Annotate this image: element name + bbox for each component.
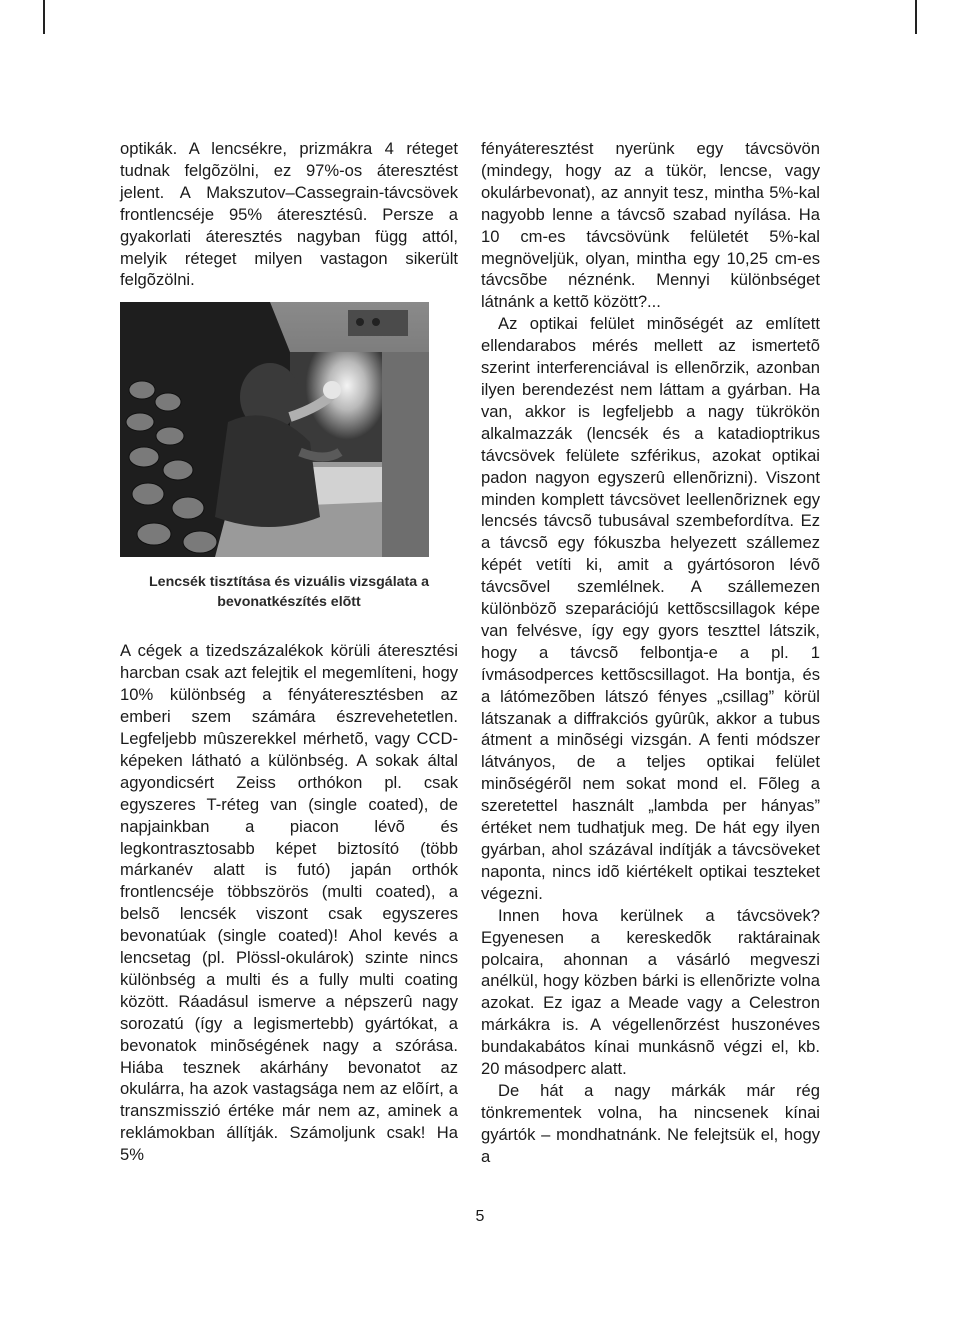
photo-caption [120, 572, 458, 612]
right-paragraph-3: Innen hova kerülnek a távcsövek? Egyenesen a kereskedõk raktárainak polcaira, ahonnan a vásárló megveszi anélkül, hogy közben bárki is ellenõrizte volna azokat. Ez igaz a Meade vagy a Celestron márkákra is. A végellenõrzést huszonéves bundakabátos kínai munkásnõ végzi el, kb. 20 másodperc alatt. [481, 905, 820, 1079]
left-paragraph-1: optikák. A lencsékre, prizmákra 4 réteget tudnak felgõzölni, ez 97%-os áteresztést jelent. A Makszutov–Cassegrain-távcsövek frontlencséje 95% áteresztésû. Persze a gyakorlati áteresztés nagyban függ attól, melyik réteget milyen vastagon sikerült felgõzölni. [120, 139, 458, 290]
crop-mark-top-right [915, 0, 917, 34]
right-paragraph-2: Az optikai felület minõségét az említett ellendarabos mérés mellett az ismertetõ szerint interferenciával is ellenõrzik, azonban ilyen berendezést nem láttam a gyárban. Ha van, akkor is legfeljebb a nagy tükrökön alkalmazzák (lencsék és a katadioptrikus távcsövek felülete szférikus, azokat optikai padon nagyon egyszerû ellenõrizni). Viszont minden komplett távcsövet leellenõriznek egy lencsés távcsõ tubusával szembefordítva. Ez a távcsõ egy fókuszba helyezett szállemez képét vetíti ki, amit a gyártósoron lévõ távcsõvel szemlélnek. A szállemezen különbözõ szeparációjú kettõscsillagok képe van felvésve, így egy gyors teszttel látszik, hogy a távcsõ felbontja-e a pl. 1 ívmásodperces kettõscsillagot. Ha bontja, és a látómezõben látszó fényes „csillag” körül látszanak a diffrakciós gyûrûk, akkor a tubus átment a minõségi vizsgán. A fenti módszer látványos, de a teljes optikai felület minõségérõl nem sokat mond el. Fõleg a szeretettel használt „lambda per hányas” értéket nem tudhatjuk meg. De hát egy ilyen gyárban, ahol százával indítják a távcsöveket naponta, nincs idõ kiértékelt optikai teszteket végezni. [481, 314, 820, 903]
right-paragraph-4: De hát a nagy márkák már rég tönkrementek volna, ha nincsenek kínai gyártók – mondhatnánk. Ne felejtsük el, hogy a [481, 1080, 820, 1166]
left-column [120, 138, 458, 1166]
caption-line-2: bevonatkészítés elõtt [217, 594, 361, 611]
page-number: 5 [475, 1208, 485, 1225]
right-paragraph-1: fényáteresztést nyerünk egy távcsövön (mindegy, hogy az a tükör, lencse, vagy okulárbevonat), az annyit tesz, mintha 5%-kal nagyobb lenne a távcsõ szabad nyílása. Ha 10 cm-es távcsövünk felületét 5%-kal megnöveljük, olyan, mintha egy 10,25 cm-es távcsõbe néznénk. Mennyi különbséget látnánk a kettõ között?... [481, 139, 820, 312]
crop-mark-top-left [43, 0, 45, 34]
photo-illustration [120, 302, 429, 557]
left-paragraph-2: A cégek a tizedszázalékok körüli áteresztési harcban csak azt felejtik el megemlíteni, hogy 10% különbség a fényáteresztésben az emberi szem számára észrevehetetlen. Legfeljebb mûszerekkel mérhetõ, vagy CCD-képeken látható a különbség. A sokak által agyondicsért Zeiss orthókon pl. csak egyszeres T-réteg van (single coated), de napjainkban a piacon lévõ és legkontrasztosabb képet biztosító (több márkanév alatt is futó) japán orthók frontlencséje többszörös (multi coated), a belsõ lencsék viszont csak egyszeres bevonatúak (single coated)! Ahol kevés a lencsetag (pl. Plössl-okulárok) szinte nincs különbség a multi és a fully multi coating között. Ráadásul ismerve a népszerû nagy sorozatú (így a legismertebb) gyártókat, a bevonatok minõségének nagy a szórása. Hiába tesznek akárhány bevonatot az okulárra, ha azok vastagsága nem az elõírt, a transzmisszió értéke már nem az, aminek a reklámokban állítják. Számoljunk csak! Ha 5% [120, 641, 458, 1165]
caption-line-1: Lencsék tisztítása és vizuális vizsgálata a [149, 574, 429, 591]
right-column [481, 138, 820, 1168]
lens-inspection-photo [120, 302, 429, 557]
